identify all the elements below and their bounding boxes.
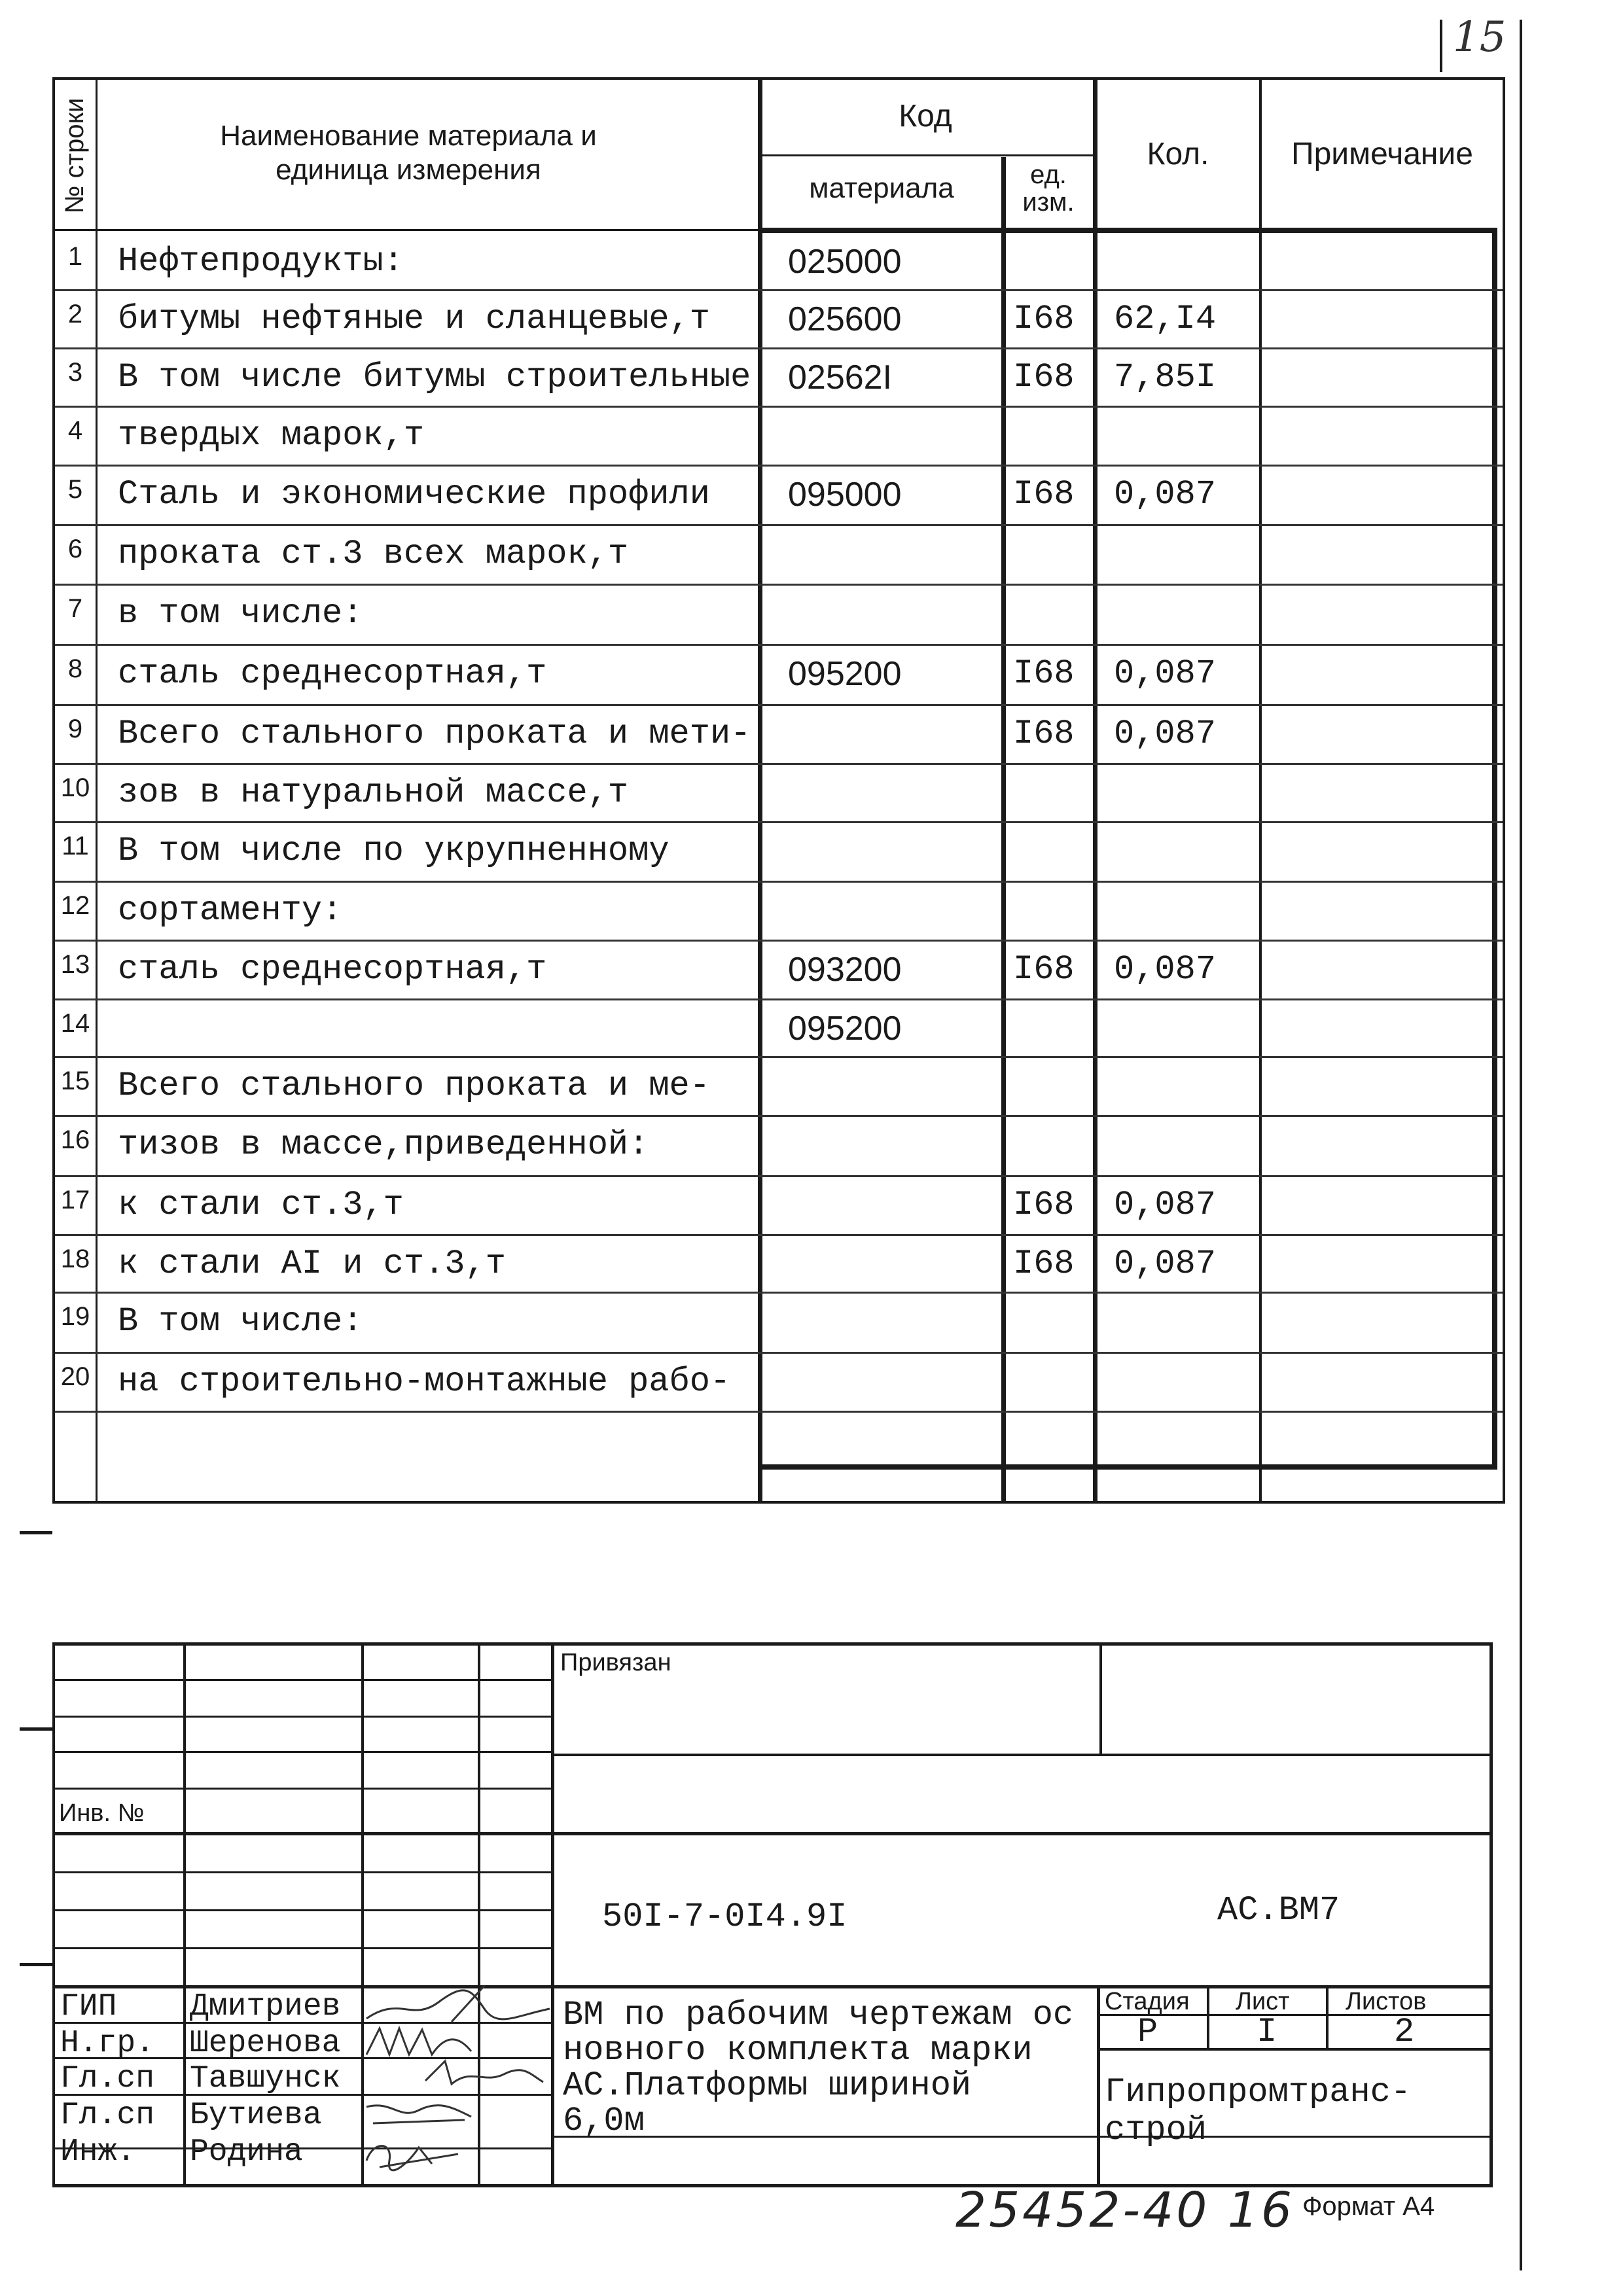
stamp-col-4: [551, 1642, 554, 2185]
row-separator: [55, 763, 1503, 765]
row-material-name: Всего стального проката и мети-: [118, 715, 751, 753]
sheet-label: Лист: [1236, 1988, 1290, 2015]
row-number: 11: [62, 832, 89, 860]
row-material-code: 093200: [788, 951, 902, 989]
row-number: 10: [60, 773, 90, 802]
stage-value: Р: [1137, 2013, 1158, 2051]
row-material-name: зов в натуральной массе,т: [118, 773, 629, 812]
row-number: 16: [60, 1125, 90, 1154]
row-quantity: 0,087: [1114, 715, 1217, 753]
row-number: 9: [67, 715, 83, 743]
stamp-sheet-mid: [1326, 1985, 1329, 2051]
margin-tick-1: [20, 1531, 52, 1534]
row-material-name: В том числе битумы строительные: [118, 358, 751, 397]
stamp-row-d: [52, 1788, 551, 1790]
col-line-4: [1093, 80, 1097, 1501]
row-material-name: сталь среднесортная,т: [118, 654, 547, 693]
row-separator: [55, 998, 1503, 1000]
header-code-unit: ед. изм.: [1022, 160, 1075, 217]
doc-code: 50I-7-0I4.9I: [602, 1898, 847, 1936]
header-row-no: № строки: [60, 97, 89, 214]
doc-title-line-3: АС.Платформы шириной: [563, 2066, 972, 2105]
title-block: [52, 1642, 1496, 2185]
stamp-stage-mid: [1207, 1985, 1209, 2051]
row-unit-code: I68: [1013, 475, 1075, 514]
margin-tick-3: [20, 1963, 52, 1966]
stamp-top-line: [52, 1642, 1492, 1646]
organization-line-2: строй: [1105, 2111, 1207, 2149]
row-number: 2: [67, 300, 83, 328]
row-separator: [55, 406, 1503, 408]
stamp-row-c: [52, 1751, 551, 1753]
table-bottom-line: [758, 1464, 1497, 1470]
row-material-code: 02562I: [788, 359, 893, 397]
row-unit-code: I68: [1013, 950, 1075, 989]
doc-title-line-2: новного комплекта марки: [563, 2031, 1033, 2070]
row-separator: [55, 881, 1503, 883]
row-material-name: проката ст.3 всех марок,т: [118, 535, 629, 573]
row-separator: [55, 940, 1503, 942]
row-separator: [55, 821, 1503, 823]
col-line-2: [758, 80, 762, 1501]
row-material-name: В том числе:: [118, 1302, 363, 1341]
stamp-row-e: [52, 1832, 1492, 1835]
stamp-right-line: [1489, 1642, 1493, 2187]
stamp-privyazan-bottom: [551, 1754, 1491, 1756]
organization-line-1: Гипропромтранс-: [1105, 2073, 1412, 2111]
header-line-code: [758, 154, 1097, 156]
header-code: Код: [899, 99, 952, 133]
header-bottom-line: [758, 228, 1497, 233]
col-line-3: [1001, 157, 1006, 1501]
stamp-person-name: Родина: [190, 2134, 303, 2170]
row-material-name: битумы нефтяные и сланцевые,т: [118, 300, 710, 338]
stamp-role: Гл.сп: [60, 2098, 155, 2133]
stamp-person-name: Тавшунск: [190, 2061, 341, 2096]
row-quantity: 0,087: [1114, 1245, 1217, 1283]
row-number: 18: [60, 1245, 90, 1273]
row-material-name: в том числе:: [118, 594, 363, 633]
stamp-row-f: [52, 1871, 551, 1873]
inv-no-label: Инв. №: [59, 1799, 145, 1827]
row-number: 12: [60, 891, 90, 920]
sheet-value: I: [1257, 2013, 1277, 2051]
row-quantity: 0,087: [1114, 950, 1217, 989]
row-separator: [55, 704, 1503, 706]
stamp-privyazan-divider: [1099, 1642, 1102, 1754]
row-quantity: 7,85I: [1114, 358, 1217, 397]
row-material-name: на строительно-монтажные рабо-: [118, 1362, 731, 1401]
stamp-col-3: [478, 1642, 480, 2185]
row-material-code: 095200: [788, 655, 902, 693]
row-material-name: тизов в массе,приведенной:: [118, 1125, 649, 1164]
row-number: 8: [67, 654, 83, 683]
row-separator: [55, 1292, 1503, 1294]
stamp-role: Инж.: [60, 2134, 136, 2170]
sheets-label: Листов: [1346, 1988, 1427, 2015]
header-name: Наименование материала и единица измерения: [220, 120, 597, 186]
sheets-value: 2: [1394, 2013, 1415, 2051]
signature-4: [360, 2094, 478, 2133]
stamp-row-b: [52, 1716, 551, 1718]
stamp-role: ГИП: [60, 1989, 117, 2024]
doc-title-line-1: ВМ по рабочим чертежам ос: [563, 1996, 1074, 2034]
stamp-row-a: [52, 1679, 551, 1681]
row-material-name: твердых марок,т: [118, 416, 425, 455]
row-separator: [55, 1352, 1503, 1354]
row-separator: [55, 1056, 1503, 1058]
row-unit-code: I68: [1013, 1245, 1075, 1283]
drawing-mark: АС.ВМ7: [1217, 1891, 1340, 1930]
row-number: 6: [67, 535, 83, 563]
doc-title-line-4: 6,0м: [563, 2102, 645, 2140]
header-qty: Кол.: [1147, 137, 1209, 171]
margin-tick-2: [20, 1727, 52, 1731]
col-line-5: [1259, 80, 1262, 1501]
row-material-name: к стали АI и ст.3,т: [118, 1245, 506, 1283]
stamp-col-1: [183, 1642, 186, 2185]
row-material-code: 025600: [788, 300, 902, 338]
row-material-name: Нефтепродукты:: [118, 242, 404, 281]
row-material-code: 095200: [788, 1010, 902, 1048]
row-material-code: 025000: [788, 243, 902, 281]
row-separator: [55, 1175, 1503, 1177]
row-unit-code: I68: [1013, 300, 1075, 338]
row-quantity: 0,087: [1114, 1186, 1217, 1224]
sheet-number: 15: [1453, 13, 1507, 62]
stamp-row-h: [52, 1947, 551, 1949]
frame-right-line: [1520, 20, 1522, 2270]
stamp-person-name: Дмитриев: [190, 1989, 341, 2024]
stage-label: Стадия: [1105, 1988, 1190, 2015]
stamp-person-name: Бутиева: [190, 2098, 322, 2133]
row-number: 20: [60, 1362, 90, 1391]
row-separator: [55, 465, 1503, 467]
row-number: 3: [67, 358, 83, 387]
row-quantity: 0,087: [1114, 475, 1217, 514]
privyazan-label: Привязан: [560, 1649, 671, 1676]
header-bottom-line-left: [55, 229, 758, 231]
row-separator: [55, 584, 1503, 586]
frame-top-mark: [1440, 20, 1442, 72]
row-number: 13: [60, 950, 90, 979]
stamp-role: Н.гр.: [60, 2026, 155, 2061]
row-separator: [55, 347, 1503, 349]
format-label: Формат А4: [1302, 2192, 1435, 2221]
row-material-name: сталь среднесортная,т: [118, 950, 547, 989]
stamp-row-g: [52, 1909, 551, 1911]
signature-5: [360, 2134, 465, 2174]
row-separator: [55, 644, 1503, 646]
row-number: 1: [67, 242, 83, 271]
inventory-number: 25452-40 16: [955, 2182, 1294, 2238]
row-separator: [55, 524, 1503, 526]
row-number: 5: [67, 475, 83, 504]
row-separator: [55, 1115, 1503, 1117]
row-number: 4: [67, 416, 83, 445]
row-quantity: 62,I4: [1114, 300, 1217, 338]
row-material-name: В том числе по укрупненному: [118, 832, 669, 870]
stamp-role: Гл.сп: [60, 2061, 155, 2096]
col-line-6: [1492, 230, 1497, 1467]
row-material-name: Всего стального проката и ме-: [118, 1067, 710, 1105]
row-separator: [55, 1234, 1503, 1236]
header-note: Примечание: [1291, 137, 1473, 171]
row-unit-code: I68: [1013, 358, 1075, 397]
row-number: 15: [60, 1067, 90, 1095]
row-material-name: сортаменту:: [118, 891, 343, 930]
row-material-name: к стали ст.3,т: [118, 1186, 404, 1224]
row-number: 14: [60, 1009, 90, 1038]
row-material-name: Сталь и экономические профили: [118, 475, 710, 514]
row-unit-code: I68: [1013, 654, 1075, 693]
header-code-material: материала: [809, 172, 954, 204]
row-separator: [55, 1411, 1503, 1413]
row-number: 19: [60, 1302, 90, 1331]
row-number: 7: [67, 594, 83, 623]
row-unit-code: I68: [1013, 715, 1075, 753]
row-material-code: 095000: [788, 476, 902, 514]
stamp-left-line: [52, 1642, 55, 2187]
stamp-title-row: [551, 2136, 1491, 2138]
signature-3: [419, 2055, 550, 2094]
row-separator: [55, 289, 1503, 291]
row-quantity: 0,087: [1114, 654, 1217, 693]
row-unit-code: I68: [1013, 1186, 1075, 1224]
col-line-1: [96, 80, 98, 1501]
materials-table: [52, 77, 1505, 1504]
row-number: 17: [60, 1186, 90, 1214]
stamp-person-name: Шеренова: [190, 2026, 341, 2061]
